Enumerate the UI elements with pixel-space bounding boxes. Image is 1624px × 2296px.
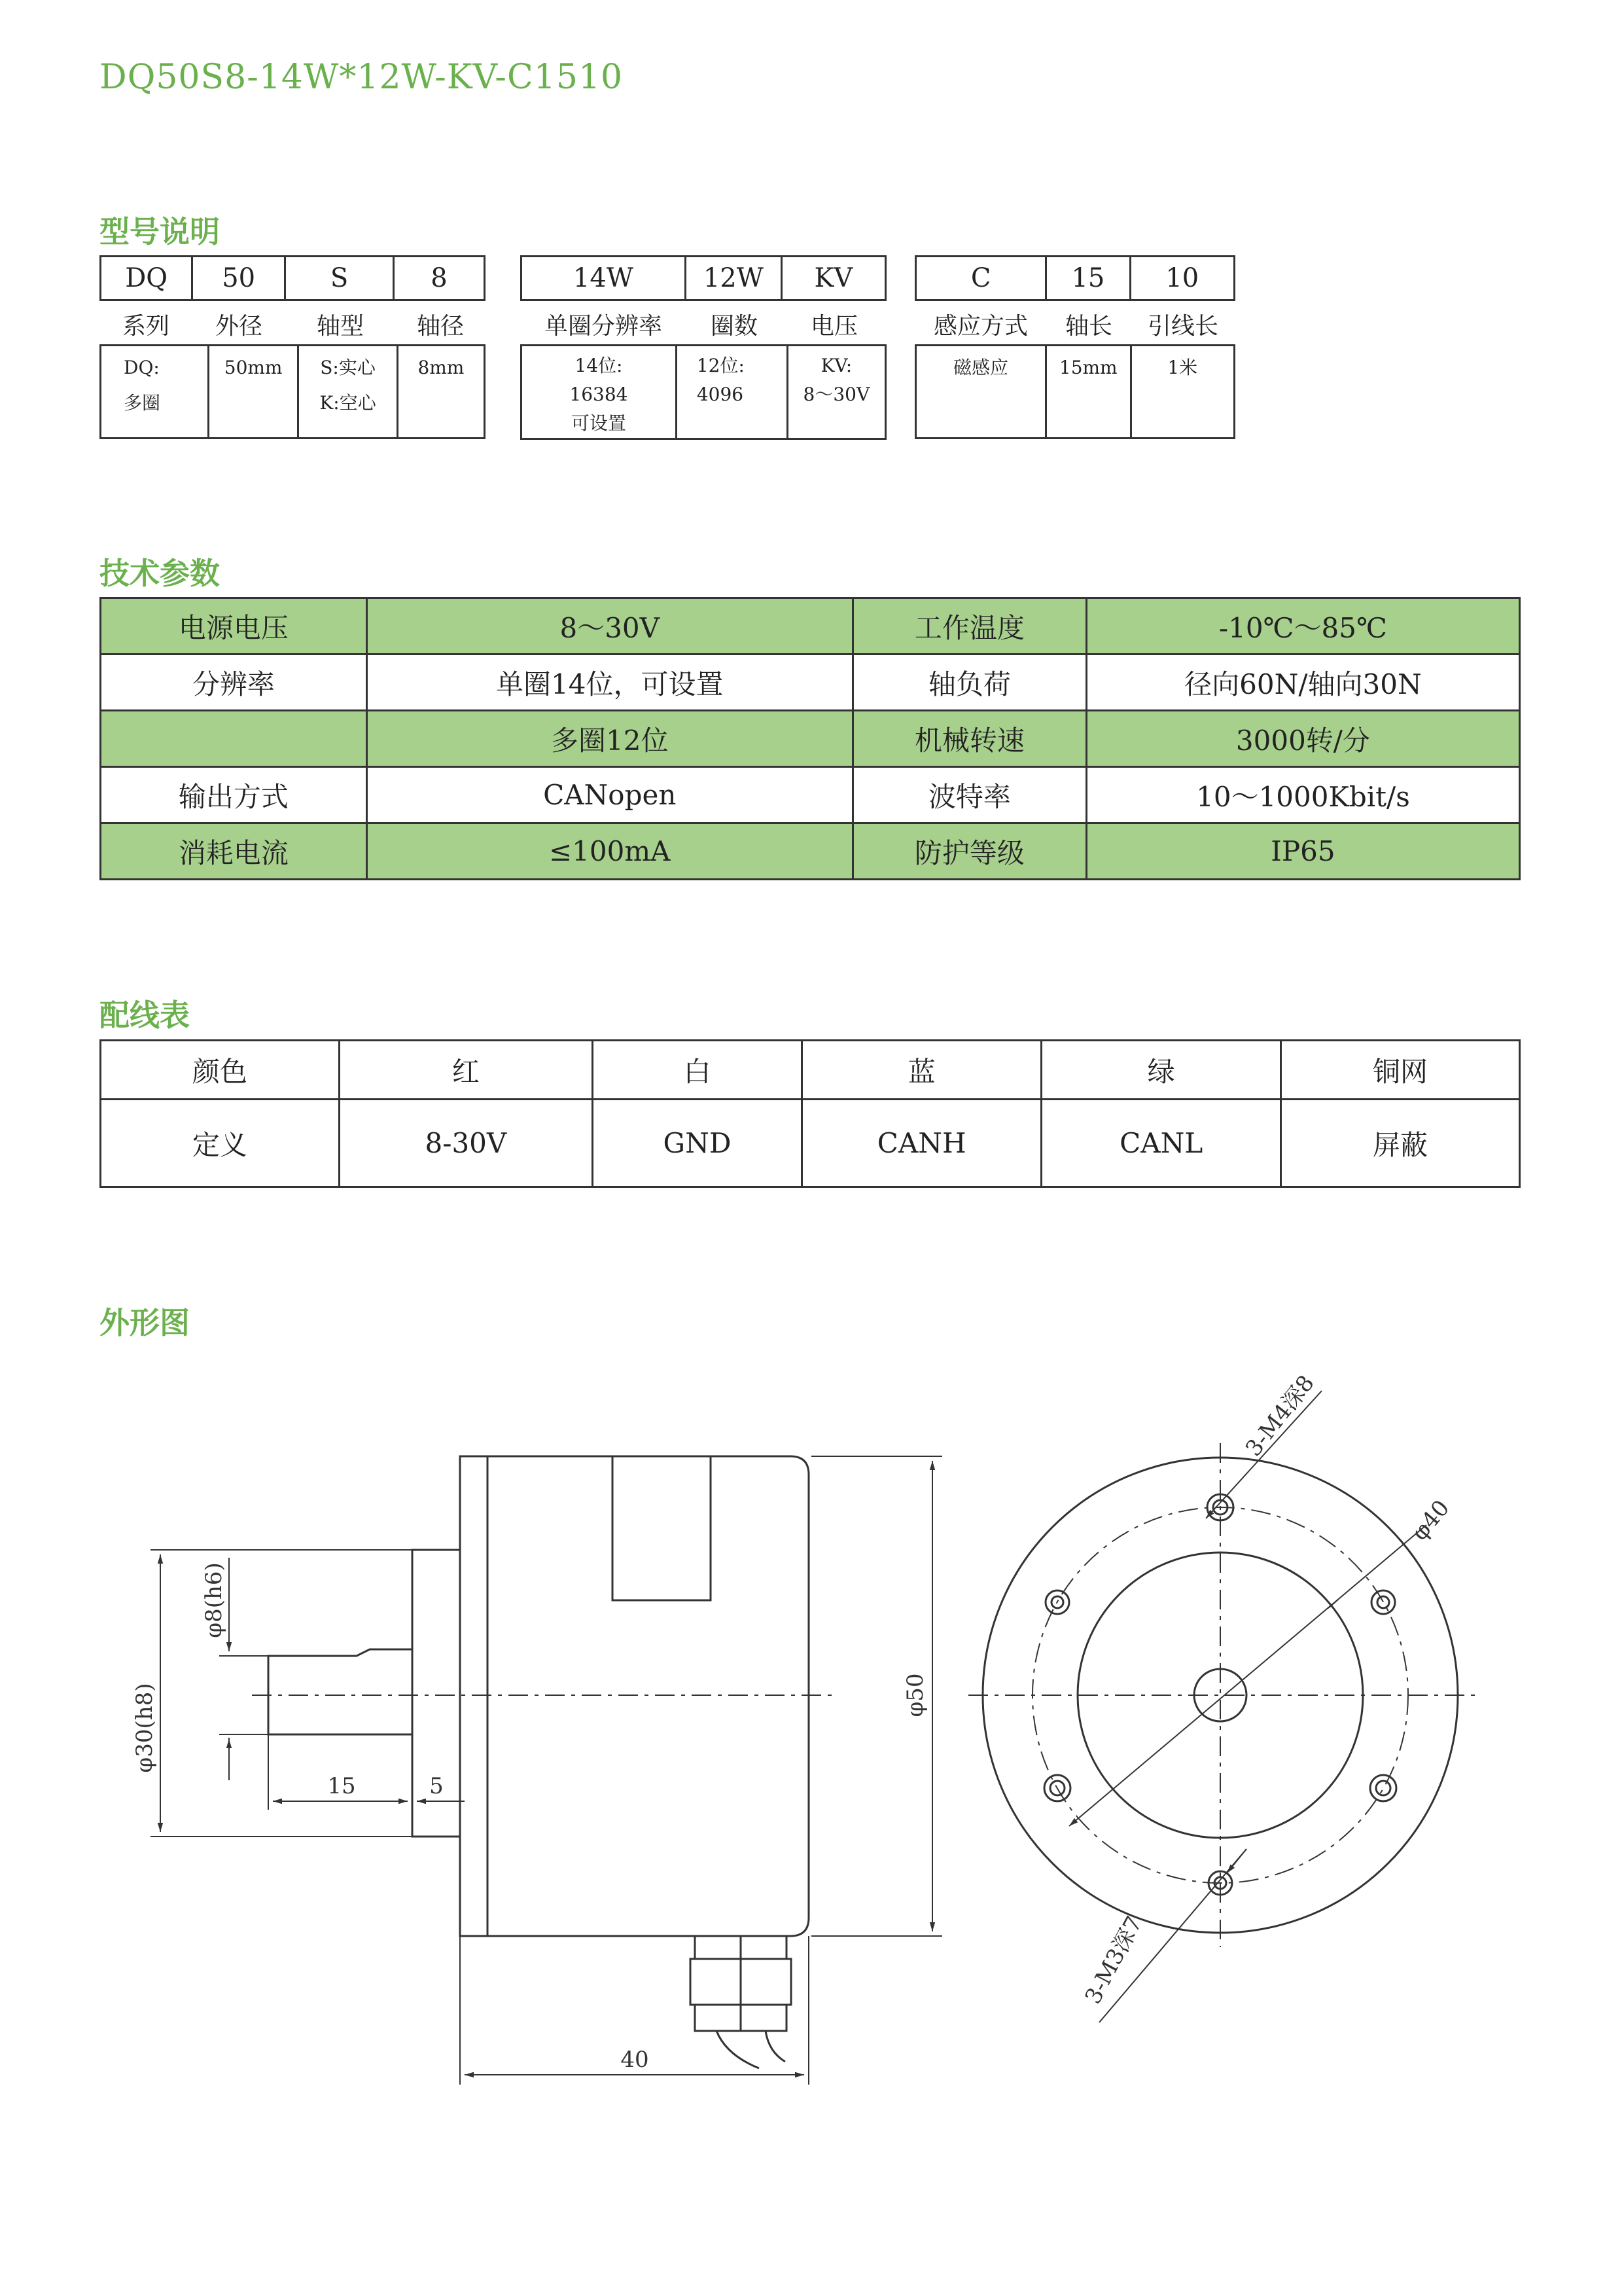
wire-header-cell: 铜网	[1281, 1041, 1520, 1100]
spec-value: 单圈14位，可设置	[366, 655, 853, 711]
spec-key: 消耗电流	[101, 823, 367, 880]
side-dimensions	[150, 1456, 942, 2085]
wire-cell: GND	[592, 1100, 802, 1187]
code-label: 轴径	[416, 313, 464, 340]
dim-l15: 15	[327, 1773, 356, 1799]
wiring-heading: 配线表	[99, 997, 190, 1033]
detail-line: 8～30V	[803, 384, 870, 405]
code-label: 引线长	[1147, 313, 1218, 340]
code-cell: 10	[1130, 257, 1234, 300]
spec-key: 工作温度	[853, 598, 1086, 655]
detail-line: 磁感应	[953, 357, 1008, 378]
code-label: 外径	[215, 313, 262, 340]
spec-value: 3000转/分	[1086, 711, 1519, 767]
wire-cell: CANH	[802, 1100, 1042, 1187]
wire-header-cell: 颜色	[101, 1041, 340, 1100]
spec-value: CANopen	[366, 767, 853, 823]
wire-header-cell: 红	[339, 1041, 592, 1100]
code-cell: DQ	[101, 257, 192, 300]
spec-value: IP65	[1086, 823, 1519, 880]
spec-key: 轴负荷	[853, 655, 1086, 711]
spec-key: 防护等级	[853, 823, 1086, 880]
detail-line: 12位:	[696, 355, 745, 376]
dim-phi50: φ50	[902, 1673, 928, 1717]
detail-line: K:空心	[319, 392, 376, 414]
code-label: 感应方式	[933, 313, 1028, 340]
model-heading: 型号说明	[99, 214, 220, 249]
wire-cell: 屏蔽	[1281, 1100, 1520, 1187]
code-cell: 14W	[521, 257, 686, 300]
shaft	[268, 1649, 412, 1734]
spec-value: ≤100mA	[366, 823, 853, 880]
code-label: 圈数	[710, 313, 758, 340]
page-title: DQ50S8-14W*12W-KV-C1510	[99, 58, 624, 97]
spec-key: 输出方式	[101, 767, 367, 823]
cable-slot	[612, 1456, 711, 1600]
detail-line: 16384	[569, 384, 628, 405]
spec-value: -10℃～85℃	[1086, 598, 1519, 655]
wire-header-cell: 白	[592, 1041, 802, 1100]
dim-l5: 5	[429, 1773, 444, 1799]
spec-value: 径向60N/轴向30N	[1086, 655, 1519, 711]
dim-l40: 40	[620, 2047, 649, 2073]
spec-key: 电源电压	[101, 598, 367, 655]
dim-m3-holes: 3-M3深7	[1080, 1912, 1148, 2009]
side-view	[268, 1456, 809, 2068]
code-cell: 8	[394, 257, 485, 300]
drawing-heading: 外形图	[99, 1305, 190, 1340]
detail-line: S:实心	[320, 357, 376, 378]
dim-phi40: φ40	[1406, 1495, 1455, 1546]
detail-line: 14位:	[574, 355, 623, 376]
detail-line: 15mm	[1059, 357, 1118, 378]
detail-line: 4096	[696, 384, 744, 405]
code-cell: 12W	[685, 257, 781, 300]
code-label: 单圈分辨率	[544, 313, 662, 340]
code-cell: 50	[192, 257, 285, 300]
dim-m4-holes: 3-M4深8	[1240, 1370, 1320, 1462]
detail-line: 1米	[1167, 357, 1198, 378]
code-label: 轴型	[316, 313, 364, 340]
detail-line: 8mm	[417, 357, 465, 378]
code-cell: S	[285, 257, 394, 300]
encoder-body	[460, 1456, 809, 1936]
detail-line: 50mm	[224, 357, 283, 378]
wire-cell: CANL	[1042, 1100, 1281, 1187]
code-label: 轴长	[1065, 313, 1112, 340]
code-cell: KV	[781, 257, 885, 300]
detail-line: 可设置	[571, 412, 626, 434]
spec-value: 8～30V	[366, 598, 853, 655]
detail-line: KV:	[821, 355, 853, 376]
spec-key: 分辨率	[101, 655, 367, 711]
dim-phi30: φ30(h8)	[132, 1683, 158, 1773]
wire-cell: 定义	[101, 1100, 340, 1187]
dim-phi8: φ8(h6)	[201, 1562, 227, 1638]
code-label: 电压	[810, 313, 858, 340]
cable	[766, 2031, 785, 2062]
code-cell: C	[916, 257, 1046, 300]
code-cell: 15	[1046, 257, 1130, 300]
detail-line: 多圈	[124, 392, 161, 414]
detail-line: DQ:	[124, 357, 160, 378]
wire-cell: 8-30V	[339, 1100, 592, 1187]
spec-key: 波特率	[853, 767, 1086, 823]
code-label: 系列	[122, 313, 169, 340]
cable	[716, 2031, 759, 2068]
spec-value: 10～1000Kbit/s	[1086, 767, 1519, 823]
wire-header-cell: 蓝	[802, 1041, 1042, 1100]
spec-value: 多圈12位	[366, 711, 853, 767]
tech-heading: 技术参数	[99, 556, 220, 591]
spec-key: 机械转速	[853, 711, 1086, 767]
wire-header-cell: 绿	[1042, 1041, 1281, 1100]
